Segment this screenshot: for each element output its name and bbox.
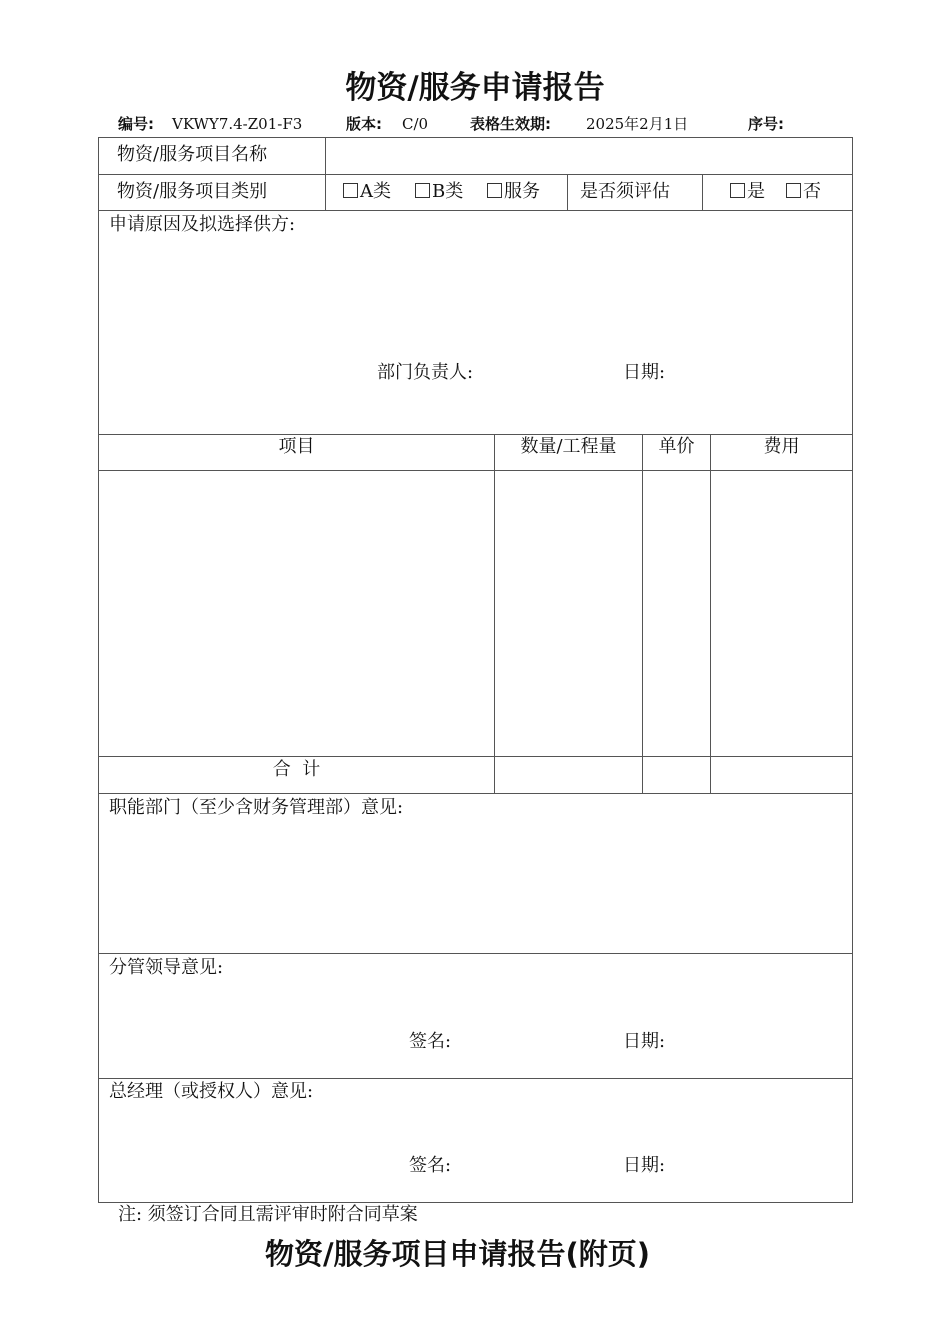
- divider: [642, 434, 643, 793]
- footnote: 注: 须签订合同且需评审时附合同草案: [118, 1204, 418, 1225]
- version-value: C/0: [402, 115, 429, 133]
- effective-date-label: 表格生效期:: [470, 115, 551, 133]
- checkbox-icon: [487, 183, 502, 198]
- functional-dept-opinion-label: 职能部门（至少含财务管理部）意见:: [109, 797, 404, 818]
- checkbox-icon: [415, 183, 430, 198]
- item-category-label: 物资/服务项目类别: [117, 181, 268, 202]
- divider: [99, 174, 852, 175]
- leader-date-label: 日期:: [623, 1031, 666, 1052]
- checkbox-icon: [730, 183, 745, 198]
- checkbox-icon: [786, 183, 801, 198]
- page-title: 物资/服务申请报告: [345, 70, 605, 106]
- gm-sign-label: 签名:: [409, 1155, 452, 1176]
- gm-date-label: 日期:: [623, 1155, 666, 1176]
- serial-number-label: 序号:: [748, 115, 784, 133]
- divider: [494, 434, 495, 793]
- table-header-cost: 费用: [763, 436, 800, 457]
- divider: [99, 953, 852, 954]
- leader-opinion-label: 分管领导意见:: [109, 957, 224, 978]
- category-checkbox-b[interactable]: B类: [415, 180, 463, 204]
- total-label: 合 计: [272, 759, 321, 780]
- category-checkbox-service[interactable]: 服务: [487, 180, 540, 204]
- gm-opinion-label: 总经理（或授权人）意见:: [109, 1081, 314, 1102]
- divider: [99, 470, 852, 471]
- item-name-field[interactable]: [335, 143, 845, 169]
- form-meta-row: [0, 113, 950, 135]
- appendix-title: 物资/服务项目申请报告(附页): [264, 1237, 651, 1271]
- dept-head-label: 部门负责人:: [377, 362, 474, 383]
- version-label: 版本:: [346, 115, 382, 133]
- reason-label: 申请原因及拟选择供方:: [109, 214, 296, 235]
- checkbox-icon: [343, 183, 358, 198]
- divider: [710, 434, 711, 793]
- effective-date-value: 2025年2月1日: [586, 115, 689, 133]
- code-label: 编号:: [118, 115, 154, 133]
- divider: [325, 138, 326, 210]
- divider: [99, 210, 852, 211]
- table-header-unit-price: 单价: [658, 436, 695, 457]
- divider: [99, 1078, 852, 1079]
- evaluation-checkbox-no[interactable]: 否: [786, 180, 821, 204]
- table-header-item: 项目: [278, 436, 315, 457]
- category-checkbox-a[interactable]: A类: [343, 180, 391, 204]
- divider: [99, 756, 852, 757]
- evaluation-label: 是否须评估: [580, 181, 670, 202]
- leader-sign-label: 签名:: [409, 1031, 452, 1052]
- application-form: [98, 137, 853, 1203]
- evaluation-checkbox-yes[interactable]: 是: [730, 180, 765, 204]
- code-value: VKWY7.4-Z01-F3: [172, 115, 303, 133]
- item-name-label: 物资/服务项目名称: [117, 144, 268, 165]
- divider: [99, 793, 852, 794]
- table-header-quantity: 数量/工程量: [520, 436, 617, 457]
- divider: [702, 174, 703, 210]
- divider: [567, 174, 568, 210]
- date-label: 日期:: [623, 362, 666, 383]
